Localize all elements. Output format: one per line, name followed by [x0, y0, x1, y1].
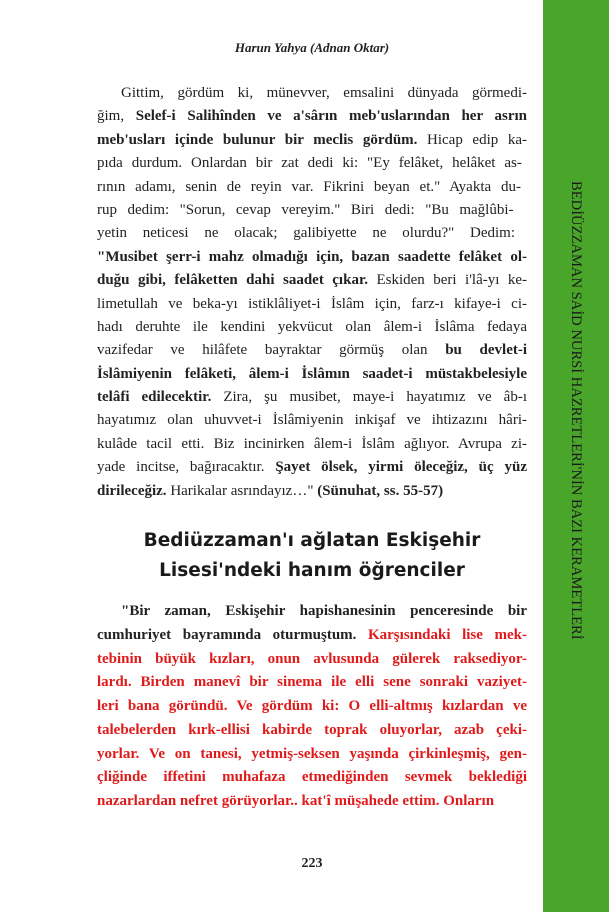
text-segment: Eskiden beri i'lâ-yı ke-: [367, 272, 528, 289]
text-segment: yade incitse, bağıracaktır.: [97, 459, 276, 476]
highlighted-text: Karşısındaki lise mek-: [367, 626, 527, 643]
text-line: [97, 456, 527, 479]
bold-text: cumhuriyet bayramında oturmuştum.: [97, 626, 368, 643]
text-line: [97, 222, 527, 245]
text-segment: rının adamı, senin de reyin var. Fikrini beyan et." Ayakta du-: [97, 178, 521, 195]
text-line: [97, 363, 527, 386]
highlighted-text: yorlar. Ve on tanesi, yetmiş-seksen yaşında çirkinleşmiş, gen-: [97, 745, 527, 762]
text-segment: limetullah ve beka-yı istiklâliyet-i İslâm için, farz-ı kifaye-i ci-: [97, 295, 527, 312]
text-line: [97, 199, 527, 222]
body-paragraph-1: [97, 82, 527, 503]
bold-text: telâfi edilecektir.: [97, 389, 212, 406]
text-line: [97, 648, 527, 672]
section-heading: [97, 526, 527, 586]
text-segment: hayatımız olan uhuvvet-i İslâmiyenin inkişaf ve ihtizazını hâri-: [97, 412, 527, 429]
text-segment: Zira, şu musibet, maye-i hayatımız ve âb-ı: [211, 389, 527, 406]
section-heading-line-1: Bediüzzaman'ı ağlatan Eskişehir: [143, 530, 481, 551]
text-line: [97, 671, 527, 695]
text-line: [97, 695, 527, 719]
text-segment: pıda durdum. Onlardan bir zat dedi ki: "Ey felâket, helâket as-: [97, 155, 522, 172]
text-line: [97, 316, 527, 339]
text-line: [97, 790, 527, 814]
text-line: [97, 293, 527, 316]
text-segment: yetin neticesi ne olacak; galibiyette ne olurdu?" Dedim:: [97, 225, 515, 242]
text-line: [97, 433, 527, 456]
text-segment: kulâde tacil etti. Biz incinirken âlem-i İslâm ağlıyor. Avrupa zi-: [97, 435, 527, 452]
text-segment: rup dedim: "Sorun, cevap vereyim." Biri dedi: "Bu mağlûbi-: [97, 201, 514, 218]
highlighted-text: lardı. Birden manevî bir sinema ile elli sene sonraki vaziyet-: [97, 674, 527, 691]
text-line: [97, 269, 527, 292]
bold-text: bu devlet-i: [445, 342, 528, 359]
text-segment: Hicap edip ka-: [417, 131, 527, 148]
chapter-title-vertical: BEDİÜZZAMAN SAİD NURSİ HAZRETLERİ'NİN BAZI KERAMETLERİ: [568, 181, 584, 640]
text-line: [97, 386, 527, 409]
text-line: [97, 82, 527, 105]
text-line: [97, 176, 527, 199]
text-line: [97, 129, 527, 152]
body-paragraph-2: [97, 600, 527, 814]
text-line: [97, 766, 527, 790]
text-line: [97, 105, 527, 128]
text-segment: vazifedar ve hilâfete bayraktar görmüş olan: [97, 342, 446, 359]
text-line: [97, 152, 527, 175]
bold-text: duğu gibi, felâketten dahi saadet çıkar.: [97, 272, 368, 289]
text-segment: ğim,: [97, 108, 136, 125]
bold-text: İslâmiyenin felâketi, âlem-i İslâmın saadet-i müstakbelesiyle: [97, 365, 527, 382]
bold-text: Şayet ölsek, yirmi öleceğiz, üç yüz: [275, 459, 527, 476]
highlighted-text: nazarlardan nefret görüyorlar.. kat'î müşahede ettim. Onların: [97, 793, 495, 809]
bold-text: "Musibet şerr-i mahz olmadığı için, bazan saadette felâket ol-: [97, 248, 527, 265]
text-segment: hadı deruhte ile kendini yekvücut olan âlem-i İslâma fedaya: [97, 318, 527, 335]
bold-text: dirileceğiz.: [97, 482, 167, 499]
bold-text: (Sünuhat, ss. 55-57): [317, 482, 444, 499]
text-segment: Gittim, gördüm ki, münevver, emsalini dünyada görmedi-: [121, 85, 527, 101]
text-line: [97, 246, 527, 269]
text-line: [97, 339, 527, 362]
text-line: [97, 719, 527, 743]
text-line: [97, 480, 527, 503]
chapter-sidebar: [543, 0, 609, 912]
text-line: [97, 409, 527, 432]
section-heading-line-2: Lisesi'ndeki hanım öğrenciler: [159, 560, 465, 581]
highlighted-text: leri bana göründü. Ve gördüm ki: O elli-altmış kızlardan ve: [97, 698, 527, 714]
highlighted-text: talebelerden kırk-ellisi kabirde toprak oluyorlar, azab çeki-: [97, 721, 527, 738]
text-line: [97, 743, 527, 767]
highlighted-text: tebinin büyük kızları, onun avlusunda gülerek raksediyor-: [97, 650, 527, 667]
text-line: [97, 600, 527, 624]
bold-text: Selef-i Salihînden ve a'sârın meb'uslarından her asrın: [135, 108, 527, 125]
highlighted-text: çliğinde iffetini muhafaza etmediğinden sevmek beklediği: [97, 769, 527, 786]
text-segment: Harikalar asrındayız…": [166, 482, 318, 499]
text-line: [97, 624, 527, 648]
page-number: 223: [301, 856, 323, 871]
bold-text: "Bir zaman, Eskişehir hapishanesinin penceresinde bir: [121, 603, 527, 619]
running-header: Harun Yahya (Adnan Oktar): [234, 40, 390, 55]
bold-text: meb'usları içinde bulunur bir meclis gördüm.: [97, 131, 418, 148]
